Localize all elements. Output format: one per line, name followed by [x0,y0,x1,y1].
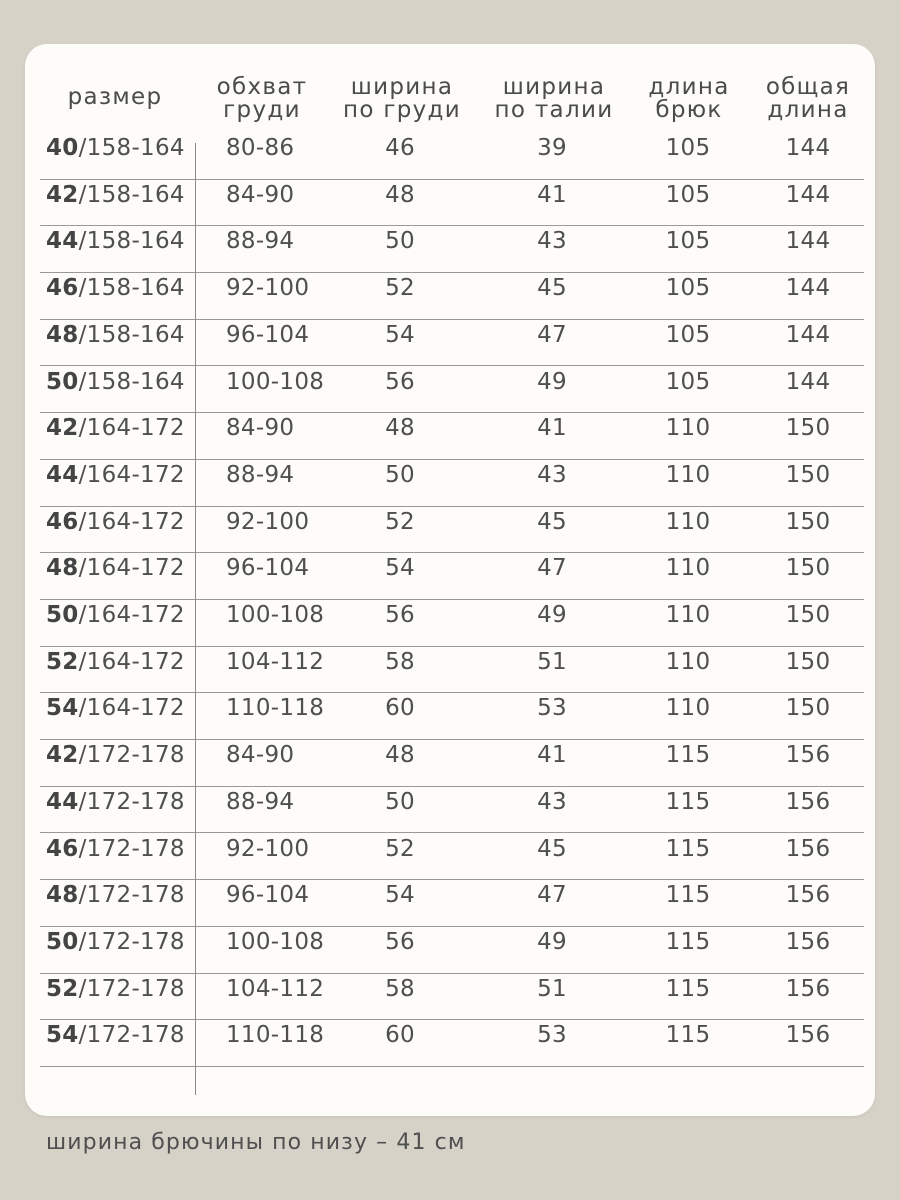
cell-waist-width: 45 [537,275,567,302]
cell-size [46,180,196,228]
cell-chest-girth: 92-100 [226,275,310,302]
cell-pants-length: 105 [665,368,711,395]
header-waist-width-line1: ширина [502,74,606,100]
cell-chest-girth: 104-112 [226,975,325,1002]
cell-chest-width: 50 [385,228,415,255]
cell-size-number: 48 [46,882,79,909]
cell-waist-width: 45 [537,835,567,862]
table-row [40,974,864,1021]
header-chest-girth-line2: груди [223,97,301,123]
cell-pants-length: 110 [665,602,711,628]
cell-chest-width: 54 [385,882,415,909]
cell-total-length: 150 [785,461,831,488]
table-row [40,460,864,507]
cell-waist-width: 47 [537,321,567,348]
cell-size-number: 54 [46,1022,79,1049]
cell-height-range: /164-172 [78,648,185,675]
cell-waist-width: 49 [537,928,567,955]
cell-chest-girth: 96-104 [226,882,310,909]
cell-total-length: 156 [785,835,831,862]
table-row [40,787,864,834]
cell-pants-length: 115 [665,742,711,769]
cell-waist-width: 43 [537,461,567,488]
cell-size-number: 42 [46,181,79,208]
cell-pants-length: 105 [665,228,711,255]
cell-waist-width: 47 [537,882,567,909]
cell-waist-width: 41 [537,415,567,442]
cell-height-range: /164-172 [78,508,185,535]
table-row [40,273,864,320]
cell-size [46,740,196,788]
cell-size-number: 46 [46,275,79,302]
cell-height-range: /164-172 [78,461,185,488]
cell-chest-girth: 100-108 [226,928,325,955]
cell-chest-girth: 100-108 [226,368,325,395]
cell-chest-width: 56 [385,928,415,955]
cell-waist-width: 53 [537,695,567,722]
header-pants-length-line1: длина [648,74,730,100]
cell-waist-width: 49 [537,368,567,395]
cell-chest-width: 54 [385,555,415,582]
cell-pants-length: 110 [665,555,711,582]
cell-pants-length: 110 [665,415,711,442]
header-chest-width-line2: по груди [343,97,461,123]
cell-pants-length: 110 [665,461,711,488]
cell-chest-width: 46 [385,135,415,161]
cell-height-range: /172-178 [78,1022,185,1049]
cell-size [46,880,196,928]
table-row [40,1020,864,1067]
table-row [40,600,864,647]
cell-size-number: 46 [46,508,79,535]
cell-size-number: 50 [46,368,79,395]
cell-size [46,974,196,1022]
cell-pants-length: 110 [665,508,711,535]
cell-total-length: 150 [785,415,831,442]
cell-chest-width: 48 [385,415,415,442]
cell-height-range: /158-164 [78,181,185,208]
header-size-label: размер [67,84,163,110]
cell-size [46,1020,196,1068]
cell-total-length: 144 [785,181,831,208]
cell-height-range: /158-164 [78,368,185,395]
cell-total-length: 156 [785,928,831,955]
cell-waist-width: 43 [537,788,567,815]
cell-total-length: 144 [785,135,831,161]
cell-chest-girth: 84-90 [226,181,295,208]
table-row [40,693,864,740]
cell-size-number: 48 [46,555,79,582]
cell-chest-width: 50 [385,788,415,815]
cell-waist-width: 43 [537,228,567,255]
cell-pants-length: 110 [665,648,711,675]
cell-height-range: /164-172 [78,415,185,442]
cell-size-number: 52 [46,975,79,1002]
cell-size-number: 46 [46,835,79,862]
cell-chest-girth: 88-94 [226,461,295,488]
cell-chest-width: 48 [385,181,415,208]
cell-pants-length: 115 [665,835,711,862]
cell-size [46,927,196,975]
header-chest-girth [212,76,312,126]
cell-total-length: 156 [785,788,831,815]
cell-height-range: /164-172 [78,602,185,628]
cell-size-number: 40 [46,135,79,161]
cell-pants-length: 115 [665,882,711,909]
cell-total-length: 144 [785,321,831,348]
cell-height-range: /158-164 [78,135,185,161]
cell-chest-width: 60 [385,1022,415,1049]
cell-chest-girth: 92-100 [226,508,310,535]
cell-pants-length: 115 [665,928,711,955]
cell-chest-girth: 104-112 [226,648,325,675]
cell-size [46,460,196,508]
cell-size-number: 52 [46,648,79,675]
header-total-length-line1: общая [765,74,851,100]
footnote: ширина брючины по низу – 41 см [46,1130,466,1155]
cell-chest-girth: 110-118 [226,1022,325,1049]
cell-chest-girth: 96-104 [226,321,310,348]
cell-pants-length: 105 [665,135,711,161]
table-row [40,226,864,273]
cell-pants-length: 105 [665,321,711,348]
cell-size [46,553,196,601]
cell-pants-length: 105 [665,275,711,302]
cell-height-range: /158-164 [78,321,185,348]
cell-height-range: /172-178 [78,975,185,1002]
cell-size [46,226,196,274]
cell-chest-girth: 84-90 [226,415,295,442]
cell-chest-width: 52 [385,275,415,302]
cell-chest-width: 56 [385,602,415,628]
cell-chest-girth: 80-86 [226,135,295,161]
cell-pants-length: 105 [665,181,711,208]
header-total-length-line2: длина [767,97,849,123]
table-row [40,553,864,600]
table-row [40,647,864,694]
cell-size-number: 50 [46,928,79,955]
cell-total-length: 150 [785,508,831,535]
table-row [40,507,864,554]
cell-size [46,413,196,461]
cell-size-number: 50 [46,602,79,628]
table-row [40,180,864,227]
cell-chest-width: 58 [385,648,415,675]
header-pants-length [636,76,742,126]
cell-chest-girth: 88-94 [226,228,295,255]
table-row [40,880,864,927]
cell-height-range: /172-178 [78,928,185,955]
header-waist-width [486,76,622,126]
cell-chest-girth: 100-108 [226,602,325,628]
cell-size-number: 42 [46,742,79,769]
table-row [40,133,864,180]
header-total-length [752,76,864,126]
cell-size [46,507,196,555]
cell-size [46,693,196,741]
header-chest-width [332,76,472,126]
cell-height-range: /172-178 [78,882,185,909]
cell-height-range: /172-178 [78,742,185,769]
cell-total-length: 150 [785,695,831,722]
cell-size-number: 44 [46,228,79,255]
cell-total-length: 144 [785,368,831,395]
header-chest-girth-line1: обхват [216,74,308,100]
cell-pants-length: 115 [665,788,711,815]
cell-size [46,133,196,181]
cell-pants-length: 115 [665,1022,711,1049]
table-row [40,927,864,974]
cell-chest-width: 58 [385,975,415,1002]
cell-chest-width: 52 [385,835,415,862]
cell-waist-width: 49 [537,602,567,628]
header-size [40,86,190,136]
cell-size [46,834,196,882]
cell-size-number: 54 [46,695,79,722]
cell-waist-width: 53 [537,1022,567,1049]
cell-height-range: /164-172 [78,555,185,582]
cell-size-number: 48 [46,321,79,348]
cell-chest-width: 56 [385,368,415,395]
cell-waist-width: 39 [537,135,567,161]
cell-chest-girth: 88-94 [226,788,295,815]
table-row [40,834,864,881]
column-divider [195,143,196,1095]
cell-size [46,320,196,368]
table-row [40,740,864,787]
cell-chest-width: 60 [385,695,415,722]
cell-waist-width: 47 [537,555,567,582]
cell-chest-width: 50 [385,461,415,488]
table-row [40,367,864,414]
cell-chest-girth: 110-118 [226,695,325,722]
cell-size-number: 44 [46,461,79,488]
cell-total-length: 150 [785,648,831,675]
cell-height-range: /172-178 [78,788,185,815]
cell-chest-width: 48 [385,742,415,769]
cell-chest-width: 52 [385,508,415,535]
header-waist-width-line2: по талии [494,97,614,123]
cell-chest-girth: 96-104 [226,555,310,582]
cell-size [46,367,196,415]
cell-height-range: /164-172 [78,695,185,722]
cell-total-length: 150 [785,555,831,582]
cell-pants-length: 110 [665,695,711,722]
cell-pants-length: 115 [665,975,711,1002]
cell-size [46,787,196,835]
cell-total-length: 156 [785,975,831,1002]
cell-waist-width: 41 [537,181,567,208]
cell-total-length: 150 [785,602,831,628]
cell-size-number: 42 [46,415,79,442]
cell-chest-width: 54 [385,321,415,348]
cell-size [46,600,196,648]
cell-height-range: /172-178 [78,835,185,862]
cell-waist-width: 45 [537,508,567,535]
cell-chest-girth: 92-100 [226,835,310,862]
cell-height-range: /158-164 [78,228,185,255]
cell-size-number: 44 [46,788,79,815]
cell-waist-width: 51 [537,975,567,1002]
header-chest-width-line1: ширина [350,74,454,100]
table-row [40,320,864,367]
header-pants-length-line2: брюк [655,97,723,123]
table-row [40,413,864,460]
cell-size [46,273,196,321]
cell-total-length: 144 [785,228,831,255]
cell-size [46,647,196,695]
cell-total-length: 144 [785,275,831,302]
cell-total-length: 156 [785,882,831,909]
cell-waist-width: 41 [537,742,567,769]
cell-chest-girth: 84-90 [226,742,295,769]
cell-total-length: 156 [785,1022,831,1049]
cell-height-range: /158-164 [78,275,185,302]
cell-total-length: 156 [785,742,831,769]
cell-waist-width: 51 [537,648,567,675]
